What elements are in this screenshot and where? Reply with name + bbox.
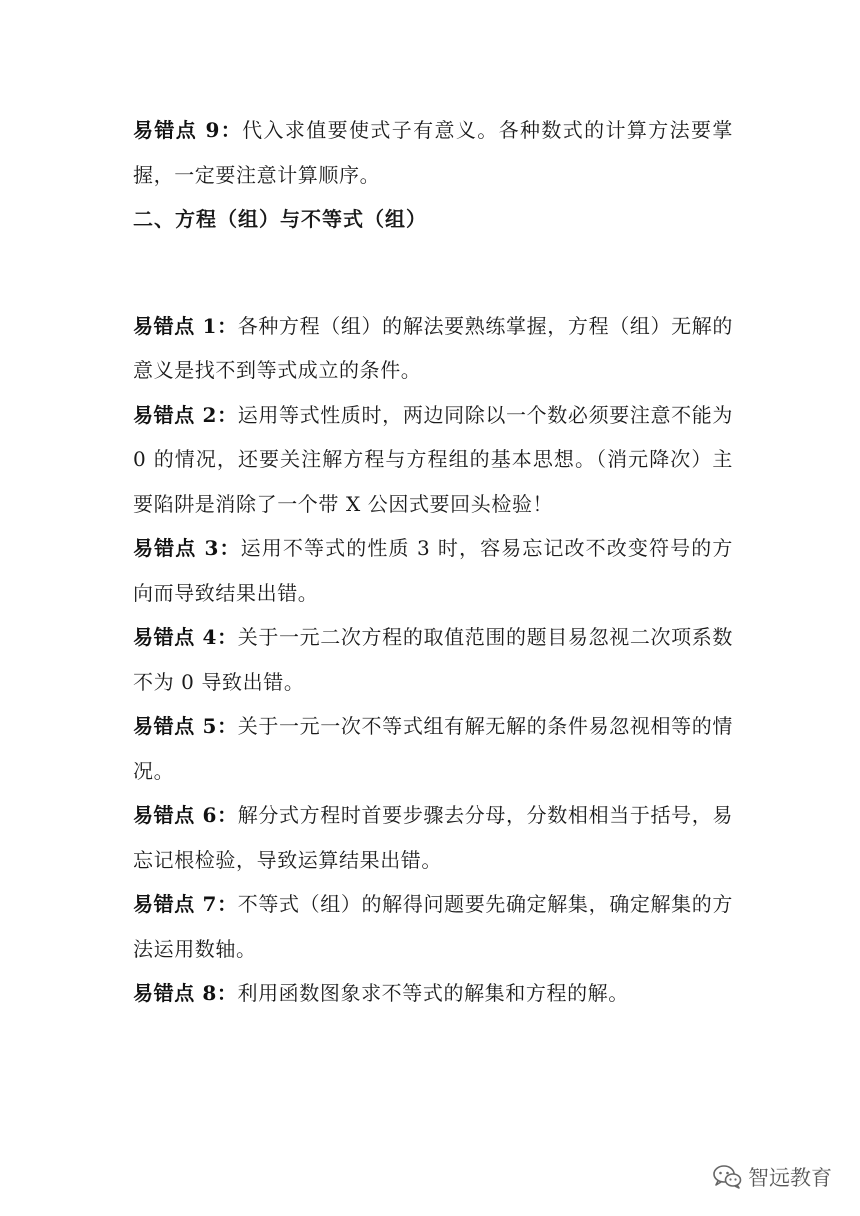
mistake-text: 利用函数图象求不等式的解集和方程的解。 <box>237 981 629 1005</box>
mistake-label: 易错点 9： <box>133 118 243 142</box>
mistake-label: 易错点 4： <box>133 625 238 649</box>
watermark <box>712 1162 832 1192</box>
mistake-text: 不等式（组）的解得问题要先确定解集，确定解集的方法运用数轴。 <box>133 892 733 961</box>
mistake-text: 代入求值要使式子有意义。各种数式的计算方法要掌握，一定要注意计算顺序。 <box>133 118 733 187</box>
mistake-list <box>133 304 733 1016</box>
mistake-text: 运用不等式的性质 3 时，容易忘记改不改变符号的方向而导致结果出错。 <box>133 536 733 605</box>
mistake-label: 易错点 7： <box>133 892 238 916</box>
mistake-point-4 <box>133 615 733 704</box>
mistake-point-3 <box>133 526 733 615</box>
mistake-label: 易错点 6： <box>133 803 238 827</box>
mistake-text: 各种方程（组）的解法要熟练掌握，方程（组）无解的意义是找不到等式成立的条件。 <box>133 313 733 382</box>
mistake-label: 易错点 2： <box>133 402 238 427</box>
wechat-icon <box>712 1164 742 1190</box>
mistake-label: 易错点 5： <box>133 714 238 738</box>
mistake-label: 易错点 8： <box>133 981 238 1005</box>
mistake-text: 解分式方程时首要步骤去分母，分数相相当于括号，易忘记根检验，导致运算结果出错。 <box>133 803 733 872</box>
mistake-point-7 <box>133 882 733 971</box>
mistake-text: 运用等式性质时，两边同除以一个数必须要注意不能为 0 的情况，还要关注解方程与方程组的基本思想。（消元降次）主要陷阱是消除了一个带 X 公因式要回头检验！ <box>133 402 733 516</box>
mistake-point-1 <box>133 304 733 393</box>
document-page <box>133 108 733 1016</box>
mistake-label: 易错点 1： <box>133 313 238 338</box>
watermark-text: 智远教育 <box>748 1166 832 1190</box>
mistake-label: 易错点 3： <box>133 536 241 560</box>
mistake-point-8 <box>133 971 733 1016</box>
mistake-text: 关于一元一次不等式组有解无解的条件易忽视相等的情况。 <box>133 714 733 783</box>
mistake-point-9 <box>133 108 733 197</box>
mistake-text: 关于一元二次方程的取值范围的题目易忽视二次项系数不为 0 导致出错。 <box>133 625 733 694</box>
mistake-point-2 <box>133 393 733 527</box>
section-heading: 二、方程（组）与不等式（组） <box>133 207 427 231</box>
mistake-point-5 <box>133 704 733 793</box>
mistake-point-6 <box>133 793 733 882</box>
